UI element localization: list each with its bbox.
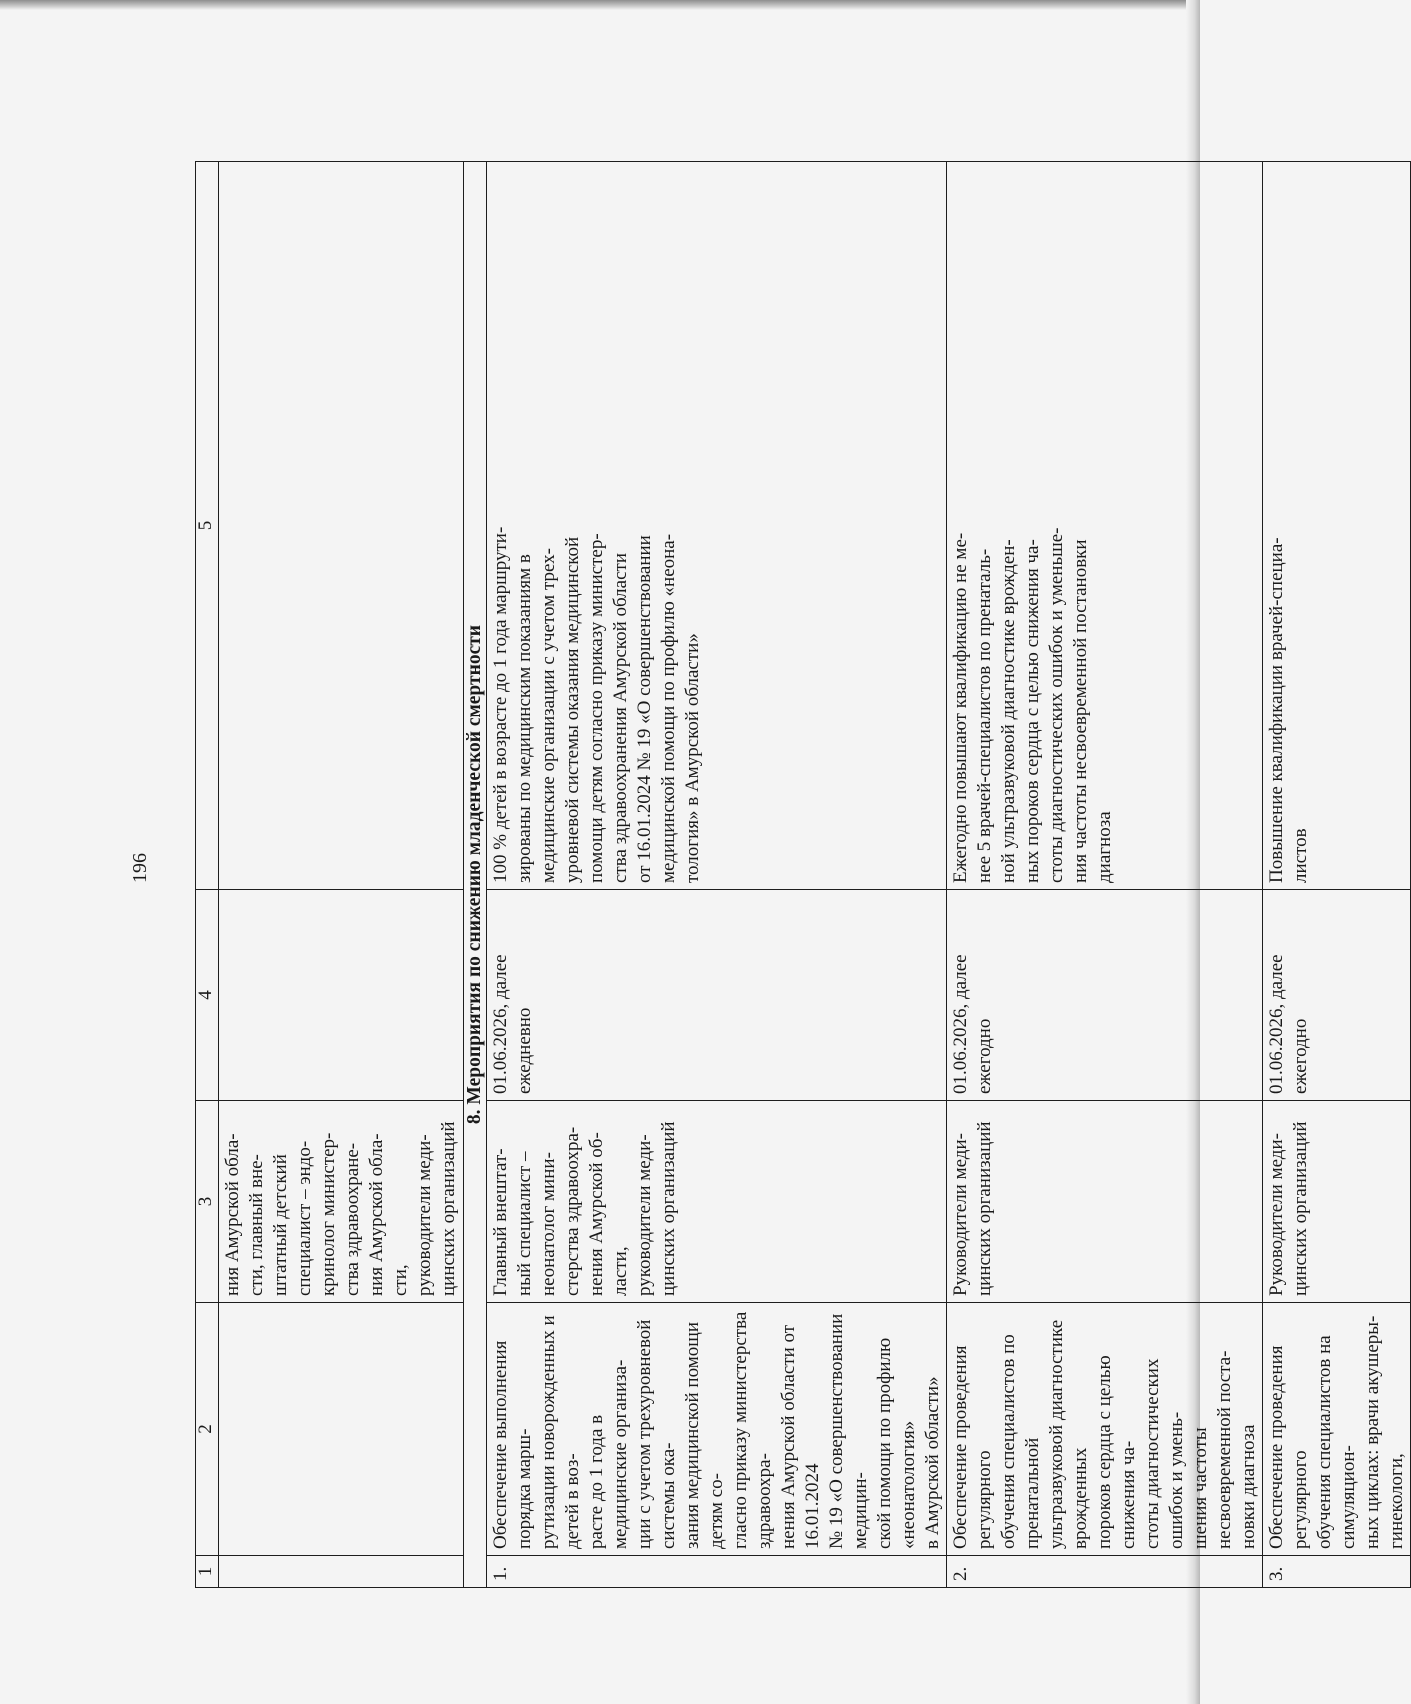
responsible-cell: Руководители меди- цинских организаций — [1263, 1101, 1411, 1303]
result-cell — [219, 162, 464, 890]
table-row — [1263, 162, 1411, 1588]
responsible-cell: Руководители меди- цинских организаций — [947, 1101, 1263, 1303]
header-col-4: 4 — [196, 890, 219, 1101]
section-title: 8. Мероприятия по снижению младенческой смертности — [464, 162, 487, 1588]
row-number: 1. — [487, 1556, 947, 1588]
table-row — [947, 162, 1263, 1588]
deadline-cell: 01.06.2026, далее ежегодно — [1263, 890, 1411, 1101]
deadline-cell: 01.06.2026, далее ежедневно — [487, 890, 947, 1101]
deadline-cell — [219, 890, 464, 1101]
measures-table — [195, 161, 1411, 1588]
activity-cell: Обеспечение проведения регулярного обучения специалистов на симуляцион- ных циклах: врачи акушеры-гинекологи, — [1263, 1303, 1411, 1556]
activity-cell: Обеспечение выполнения порядка марш- рутизации новорожденных и детей в воз- расте до 1 года в медицинские организа- ции с учетом трехуровневой системы ока- зания медицинской помощи детям со- гласно приказу министерства здравоохра- нения Амурской области от 16.01.2024 № 19 «О совершенствовании медицин- ской помощи по профилю «неонатология» в Амурской области» — [487, 1303, 947, 1556]
responsible-cell: ния Амурской обла- сти, главный вне- штатный детский специалист – эндо- кринолог министер- ства здравоохране- ния Амурской обла- сти, руководители меди- цинских организаций — [219, 1101, 464, 1303]
activity-cell — [219, 1303, 464, 1556]
header-col-3: 3 — [196, 1101, 219, 1303]
row-number: 2. — [947, 1556, 1263, 1588]
row-number: 3. — [1263, 1556, 1411, 1588]
header-col-1: 1 — [196, 1556, 219, 1588]
result-cell: Ежегодно повышают квалификацию не ме- нее 5 врачей-специалистов по пренаталь- ной ультразвуковой диагностике врожден- ных пороков сердца с целью снижения ча- стоты диагностических ошибок и уменьше- ния частоты несвоевременной постановки диагноза — [947, 162, 1263, 890]
header-row — [196, 162, 219, 1588]
responsible-cell: Главный внештат- ный специалист – неонатолог мини- стерства здравоохра- нения Амурской об- ласти, руководители меди- цинских организаций — [487, 1101, 947, 1303]
page-number: 196 — [129, 853, 151, 883]
row-number — [219, 1556, 464, 1588]
continuation-row — [219, 162, 464, 1588]
activity-cell: Обеспечение проведения регулярного обучения специалистов по пренатальной ультразвуковой диагностике врожденных пороков сердца с целью снижения ча- стоты диагностических ошибок и умень- шения частоты несвоевременной поста- новки диагноза — [947, 1303, 1263, 1556]
scan-top-edge — [0, 0, 1200, 10]
header-col-2: 2 — [196, 1303, 219, 1556]
header-col-5: 5 — [196, 162, 219, 890]
table-row — [487, 162, 947, 1588]
deadline-cell: 01.06.2026, далее ежегодно — [947, 890, 1263, 1101]
result-cell: Повышение квалификации врачей-специа- листов — [1263, 162, 1411, 890]
rotated-table-container — [195, 162, 1407, 1588]
section-row — [464, 162, 487, 1588]
result-cell: 100 % детей в возрасте до 1 года маршрути- зированы по медицинским показаниям в медицинские организации с учетом трех- уровневой системы оказания медицинской помощи детям согласно приказу министер- ства здравоохранения Амурской области от 16.01.2024 № 19 «О совершенствовании медицинской помощи по профилю «неона- тология» в Амурской области» — [487, 162, 947, 890]
